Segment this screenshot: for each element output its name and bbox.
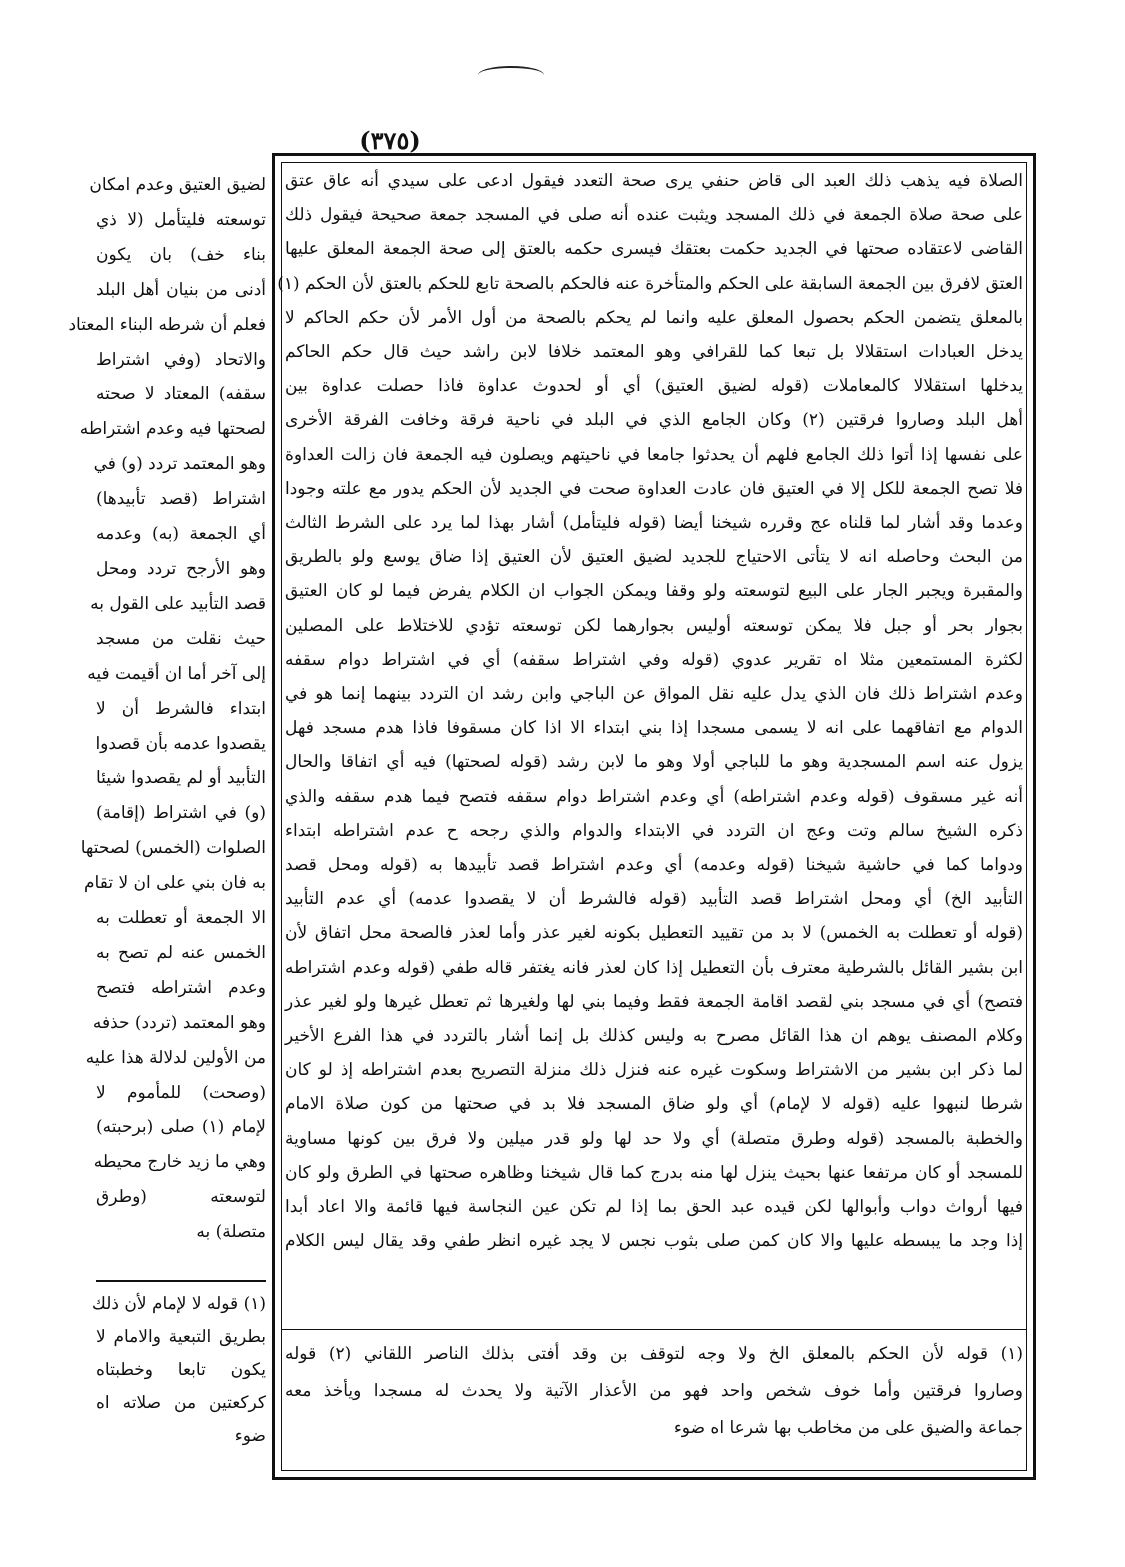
main-line: وكلام المصنف يوهم ان هذا القائل مصرح به وليس كذلك بل إنما أشار بالتردد في هذا الفرع الأخير: [285, 1026, 1023, 1047]
main-line: ودواما كما في حاشية شيخنا (قوله وعدمه) أي وعدم اشتراط قصد تأبيدها به (قوله ومحل قصد: [285, 855, 1023, 876]
main-footnote: [285, 1336, 1023, 1447]
main-line: العتق لافرق بين الجمعة السابقة على الحكم والمتأخرة عنه فالحكم بالصحة تابع للحكم بالعتق لأن الحكم (١): [277, 273, 1023, 294]
side-line: اشتراط (قصد تأبيدها): [96, 489, 266, 510]
side-footnote-line: كركعتين من صلاته اه: [96, 1393, 266, 1413]
main-commentary-frame: [272, 153, 1036, 1480]
main-commentary-text: [277, 164, 1023, 1319]
main-line: فلا تصح الجمعة للكل إلا في العتيق فان عادت العداوة صحت في الجديد لأن الحكم يدور مع علته وجودا: [285, 478, 1023, 499]
top-decorative-mark: [478, 66, 544, 84]
side-line: والاتحاد (وفي اشتراط: [96, 349, 266, 370]
side-line: أدنى من بنيان أهل البلد: [96, 279, 266, 300]
side-column: [68, 168, 266, 1468]
side-footnote-line: يكون تابعا وخطبتاه: [96, 1360, 266, 1380]
side-line: وعدم اشتراطه فتصح: [96, 977, 266, 998]
side-line: الخمس عنه لم تصح به: [96, 942, 266, 963]
page-number: (٣٧٥): [359, 126, 421, 155]
main-line: فتصح) أي في مسجد بني لقصد اقامة الجمعة فقط وفيما بني لها ولغيرها ثم تعطل غيرها ولو لغير عذر: [285, 991, 1023, 1012]
main-footnote-line: (١) قوله لأن الحكم بالمعلق الخ ولا وجه لتوقف بن وقد أفتى بذلك الناصر اللقاني (٢) قوله: [285, 1344, 1023, 1364]
main-line: وعدما وقد أشار لما قلناه عج وقرره شيخنا أيضا (قوله فليتأمل) أشار بهذا لما يرد على الشرط الثالث: [285, 513, 1023, 534]
main-line: يزول عنه اسم المسجدية وهو ما للباجي أولا وهو ما لابن رشد (قوله لصحتها) فيه أي اتفاقا والحال: [285, 752, 1023, 773]
side-line: (و) في اشتراط (إقامة): [96, 803, 266, 824]
main-footnote-divider: [281, 1329, 1027, 1330]
main-line: لكثرة المستمعين مثلا اه تقرير عدوي (قوله وفي اشتراط سقفه) أي في اشتراط دوام سقفه: [285, 649, 1023, 670]
side-line: وهو الأرجح تردد ومحل: [96, 558, 266, 579]
side-matn-text: [68, 168, 266, 1250]
main-line: من البحث وحاصله انه لا يتأتى الاحتياج للجديد لضيق العتيق لأن العتيق إذا ضاق يوسع ولو بالطريق: [285, 547, 1023, 568]
main-line: فيها أرواث دواب وأبوالها لكن قيده عبد الحق بما إذا لم تكن عين النجاسة فيها قائمة والا اعاد أبدا: [285, 1197, 1023, 1218]
side-line: وهو المعتمد تردد (و) في: [93, 454, 266, 475]
main-line: أهل البلد وصاروا فرقتين (٢) وكان الجامع الذي في البلد في ناحية فرقة وخافت الفرقة الأخرى: [285, 410, 1023, 431]
side-line: يقصدوا عدمه بأن قصدوا: [95, 733, 266, 754]
main-line: ابن بشير القائل بالشرطية معترف بأن التعطيل إذا كان لعذر فانه يغتفر قاله طفي (قوله وعدم اشتراطه: [285, 957, 1023, 978]
side-line: لصحتها فيه وعدم اشتراطه: [79, 419, 266, 440]
side-line: ابتداء فالشرط أن لا: [96, 698, 266, 719]
main-line: الصلاة فيه يذهب ذلك العبد الى قاض حنفي يرى صحة التعدد فيقول ادعى على سيدي أنه عاق عتق: [285, 171, 1023, 191]
side-footnote-divider: [96, 1280, 266, 1282]
main-line: لما ذكر ابن بشير من الاشتراط وسكوت غيره عنه فنزل ذلك منزلة التصريح بعدم اشتراطه إذ لو كان: [285, 1060, 1023, 1081]
main-line: على نفسها إذا أتوا ذلك الجامع فلهم أن يحدثوا جامعا في ناحيتهم ويصلون فيه الجمعة فان زالت العداوة: [285, 444, 1023, 465]
main-line: للمسجد أو كان مرتفعا عنها بحيث ينزل لها منه بدرج كما قال شيخنا وظاهره صحتها في الطرق ولو كان: [285, 1162, 1023, 1183]
side-line: به فان بني على ان لا تقام: [84, 873, 266, 894]
side-line: التأبيد أو لم يقصدوا شيئا: [96, 768, 266, 789]
main-line: بجوار بحر أو جبل فلا يمكن توسعته أوليس بجوارهما لكن توسعته تؤدي للاختلاط على المصلين: [285, 615, 1023, 636]
side-line: إلى آخر أما ان أقيمت فيه: [87, 663, 266, 684]
side-line: لإمام (١) صلى (برحبته): [96, 1117, 266, 1138]
side-line: من الأولين لدلالة هذا عليه: [85, 1047, 266, 1068]
main-line: (قوله أو تعطلت به الخمس) لا بد من تقييد التعطيل بكونه لغير عذر وأما لعذر فالصحة محل اتفاق لأن: [285, 923, 1023, 944]
side-line: توسعته فليتأمل (لا ذي: [96, 209, 266, 230]
main-line: إذا وجد ما يبسطه عليها والا كان كمن صلى بثوب نجس لا يجد غيره انظر طفي وقد يقال ليس الكلام: [285, 1231, 1023, 1252]
side-footnote: [91, 1288, 266, 1453]
side-line: الا الجمعة أو تعطلت به: [96, 908, 266, 929]
side-line: وهي ما زيد خارج محيطه: [93, 1152, 266, 1173]
side-footnote-line: ضوء: [234, 1426, 266, 1446]
side-line: حيث نقلت من مسجد: [96, 628, 266, 649]
main-line: والخطبة بالمسجد (قوله وطرق متصلة) أي ولا حد لها ولو قدر ميلين ولا فرق بين كونها مساوية: [285, 1128, 1023, 1149]
side-line: سقفه) المعتاد لا صحته: [96, 384, 266, 405]
main-line: يدخلها استقلالا كالمعاملات (قوله لضيق العتيق) أي أو لحدوث عداوة فاذا حصلت عداوة بين: [285, 376, 1023, 397]
main-line: الدوام مع اتفاقهما على انه لا يسمى مسجدا إذا بني ابتداء الا اذا كان مسقوفا فاذا هدم مسجد فهل: [285, 718, 1023, 739]
side-line: لتوسعته (وطرق: [96, 1187, 266, 1208]
side-footnote-line: (١) قوله لا لإمام لأن ذلك: [91, 1294, 266, 1314]
side-line: لضيق العتيق وعدم امكان: [89, 175, 266, 195]
side-line: (وصحت) للمأموم لا: [96, 1082, 266, 1103]
main-line: يدخل العبادات استقلالا بل تبعا كما للقرافي وهو المعتمد خلافا لابن راشد حيث قال حكم الحاكم: [285, 342, 1023, 363]
side-line: الصلوات (الخمس) لصحتها: [80, 838, 266, 859]
main-line: القاضى لاعتقاده صحتها في الجديد حكمت بعتقك فيسرى حكمه بالعتق إلى صحة الجمعة المعلق عليها: [285, 239, 1023, 260]
main-line: والمقبرة ويجبر الجار على البيع لتوسعته ولو وقفا ويمكن الجواب ان الكلام يفرض فيما لو كان العتيق: [285, 581, 1023, 602]
side-footnote-line: بطريق التبعية والامام لا: [96, 1327, 266, 1347]
side-line: وهو المعتمد (تردد) حذفه: [92, 1012, 266, 1033]
main-line: على صحة صلاة الجمعة في ذلك المسجد ويثبت عنده أنه صلى في المسجد جمعة صحيحة فيقول ذلك: [285, 205, 1023, 226]
side-line: قصد التأبيد على القول به: [90, 593, 266, 614]
side-line: أي الجمعة (به) وعدمه: [96, 524, 266, 545]
main-footnote-line: وصاروا فرقتين وأما خوف شخص واحد فهو من الأعذار الآتية ولا يحدث له مسجدا ويأخذ معه: [285, 1381, 1023, 1401]
side-line: فعلم أن شرطه البناء المعتاد: [68, 314, 266, 335]
main-line: بالمعلق يتضمن الحكم بحصول المعلق عليه وانما لم يحكم بالصحة من أول الأمر لأن حكم الحاكم لا: [285, 307, 1023, 328]
main-line: أنه غير مسقوف (قوله وعدم اشتراطه) أي وعدم اشتراط دوام سقفه فتصح فيما هدم سقفه والذي: [285, 786, 1023, 807]
main-line: التأبيد الخ) أي ومحل اشتراط قصد التأبيد (قوله فالشرط أن لا يقصدوا عدمه) أي عدم التأبيد: [285, 889, 1023, 910]
main-footnote-line: جماعة والضيق على من مخاطب بها شرعا اه ضوء: [673, 1418, 1023, 1438]
side-line: متصلة) به: [196, 1222, 266, 1243]
side-line: بناء خف) بان يكون: [96, 244, 266, 265]
main-line: شرطا لنبهوا عليه (قوله لا لإمام) أي ولو ضاق المسجد فلا بد في صحتها من كون صلاة الامام: [285, 1094, 1023, 1115]
main-line: ذكره الشيخ سالم وتت وعج ان التردد في الابتداء والدوام والذي رجحه ح عدم اشتراطه ابتداء: [285, 820, 1023, 841]
main-line: وعدم اشتراط ذلك فان الذي يدل عليه نقل المواق عن الباجي وابن رشد ان التردد بينهما إنما هو في: [285, 684, 1023, 705]
